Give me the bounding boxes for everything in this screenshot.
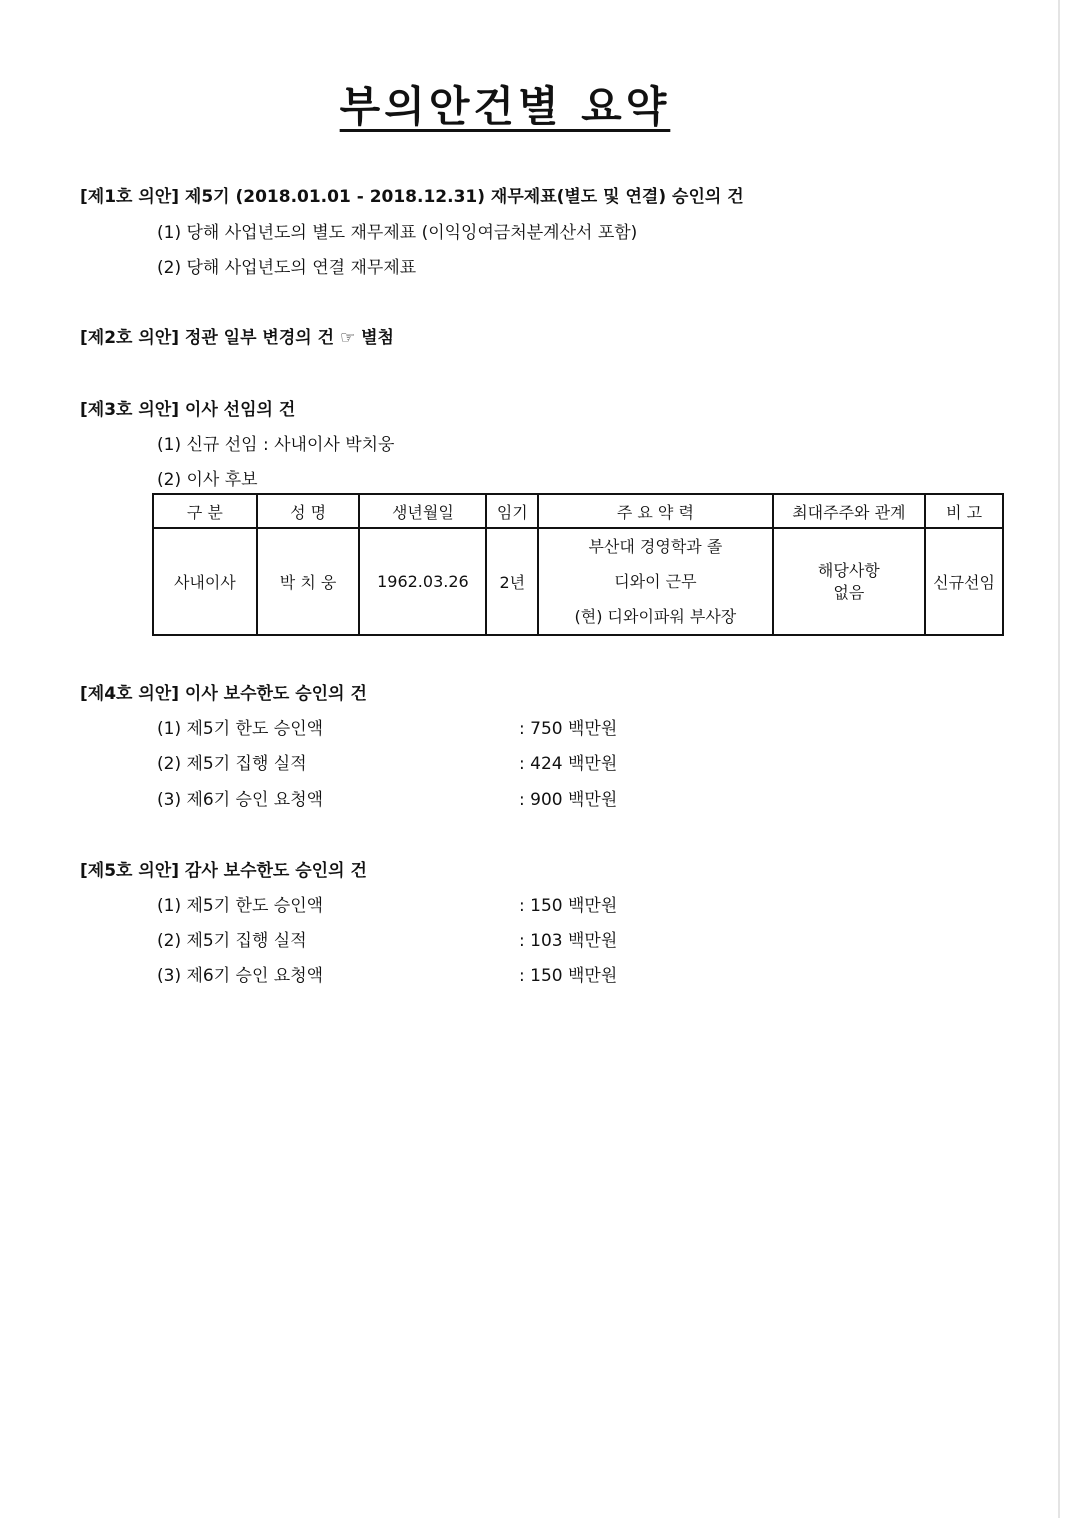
career-line: 부산대 경영학과 졸 <box>588 537 723 556</box>
table-header-cell: 주 요 약 력 <box>538 494 772 528</box>
item-value: : 150 백만원 <box>519 896 618 916</box>
page-title <box>0 74 1010 134</box>
item-value: : 103 백만원 <box>519 931 618 951</box>
agenda-4-item-1 <box>157 714 618 739</box>
item-value: : 750 백만원 <box>519 719 618 739</box>
agenda-2-heading: [제2호 의안] 정관 일부 변경의 건 ☞ 별첨 <box>80 328 394 348</box>
cell-type: 사내이사 <box>153 528 257 635</box>
item-label: (2) 제5기 집행 실적 <box>157 931 307 951</box>
cell-career <box>538 528 772 635</box>
table-header-cell: 구 분 <box>153 494 257 528</box>
cell-term: 2년 <box>486 528 538 635</box>
item-label: (1) 제5기 한도 승인액 <box>157 896 324 916</box>
table-row <box>153 528 1003 635</box>
table-header-row <box>153 494 1003 528</box>
agenda-3-heading: [제3호 의안] 이사 선임의 건 <box>80 400 296 420</box>
agenda-5-item-2 <box>157 926 618 951</box>
cell-relation: 해당사항 없음 <box>773 528 926 635</box>
item-label: (2) 제5기 집행 실적 <box>157 754 307 774</box>
item-value: : 900 백만원 <box>519 790 618 810</box>
career-line: 디와이 근무 <box>614 572 697 591</box>
agenda-5-item-3 <box>157 961 618 986</box>
cell-note: 신규선임 <box>925 528 1003 635</box>
director-candidate-table <box>152 493 1004 636</box>
agenda-1-item-1: (1) 당해 사업년도의 별도 재무제표 (이익잉여금처분계산서 포함) <box>157 223 638 243</box>
agenda-5-item-1 <box>157 891 618 916</box>
item-value: : 150 백만원 <box>519 966 618 986</box>
agenda-4-heading: [제4호 의안] 이사 보수한도 승인의 건 <box>80 684 367 704</box>
agenda-3-item-1: (1) 신규 선임 : 사내이사 박치웅 <box>157 435 395 455</box>
career-line: (현) 디와이파워 부사장 <box>574 607 737 626</box>
table-header-cell: 생년월일 <box>359 494 486 528</box>
table-header-cell: 임기 <box>486 494 538 528</box>
cell-name: 박 치 웅 <box>257 528 360 635</box>
item-label: (1) 제5기 한도 승인액 <box>157 719 324 739</box>
table-header-cell: 최대주주와 관계 <box>773 494 926 528</box>
agenda-3-item-2: (2) 이사 후보 <box>157 470 258 490</box>
agenda-5-heading: [제5호 의안] 감사 보수한도 승인의 건 <box>80 861 367 881</box>
item-label: (3) 제6기 승인 요청액 <box>157 790 324 810</box>
table-header-cell: 성 명 <box>257 494 360 528</box>
agenda-4-item-3 <box>157 785 618 810</box>
agenda-1-heading: [제1호 의안] 제5기 (2018.01.01 - 2018.12.31) 재무제표(별도 및 연결) 승인의 건 <box>80 187 744 207</box>
table-header-cell: 비 고 <box>925 494 1003 528</box>
agenda-4-item-2 <box>157 749 618 774</box>
cell-birth: 1962.03.26 <box>359 528 486 635</box>
page-title-text: 부의안건별 요약 <box>339 82 671 131</box>
agenda-1-item-2: (2) 당해 사업년도의 연결 재무제표 <box>157 258 417 278</box>
item-value: : 424 백만원 <box>519 754 618 774</box>
item-label: (3) 제6기 승인 요청액 <box>157 966 324 986</box>
scan-edge-line <box>1058 0 1060 1518</box>
